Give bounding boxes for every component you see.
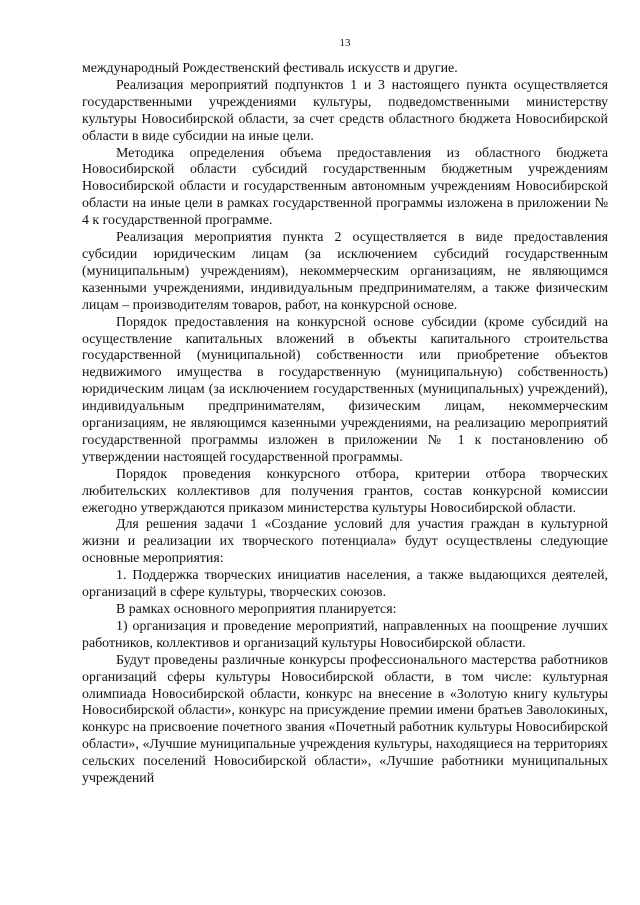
paragraph: Порядок проведения конкурсного отбора, критерии отбора творческих любительских коллективов для получения грантов, состав конкурсной комиссии ежегодно утверждаются приказом министерства культуры Новосибирской области. [82,466,608,516]
paragraph: В рамках основного мероприятия планируется: [116,602,397,617]
sub-list-item-1: 1) организация и проведение мероприятий, направленных на поощрение лучших работников, коллективов и организаций культуры Новосибирской области. [82,618,608,651]
paragraph: Будут проведены различные конкурсы профессионального мастерства работников организаций сферы культуры Новосибирской области, в том числе: культурная олимпиада Новосибирской области, конкурс на внесение в «Золотую книгу культуры Новосибирской области», конкурс на присуждение премии имени братьев Заволокиных, конкурс на присвоение почетного звания «Почетный работник культуры Новосибирской области», «Лучшие муниципальные учреждения культуры, находящиеся на территориях сельских поселений Новосибирской области», «Лучшие работники муниципальных учреждений [82,652,608,787]
paragraph: Реализация мероприятий подпунктов 1 и 3 настоящего пункта осуществляется государственными учреждениями культуры, подведомственными министерству культуры Новосибирской области, за счет средств областного бюджета Новосибирской области в виде субсидии на иные цели. [82,77,608,144]
list-item-1: 1. Поддержка творческих инициатив населения, а также выдающихся деятелей, организаций в сфере культуры, творческих союзов. [82,568,608,601]
paragraph: Для решения задачи 1 «Создание условий для участия граждан в культурной жизни и реализации их творческого потенциала» будут осуществлены следующие основные мероприятия: [82,517,608,567]
paragraph: Порядок предоставления на конкурсной основе субсидии (кроме субсидий на осуществление капитальных вложений в объекты капитального строительства государственной (муниципальной) собственности или приобретение объектов недвижимого имущества в государственную (муниципальную) собственность) юридическим лицам (за исключением государственных (муниципальных) учреждений), индивидуальным предпринимателям, физическим лицам, некоммерческим организациям, не являющимся казенными учреждениями, на реализацию мероприятий государственной программы изложен в приложении № 1 к постановлению об утверждении настоящей государственной программы. [82,314,608,465]
paragraph: Методика определения объема предоставления из областного бюджета Новосибирской области субсидий государственным бюджетным учреждениям Новосибирской области и государственным автономным учреждениям Новосибирской области на иные цели в рамках государственной программы изложена в приложении № 4 к государственной программе. [82,145,608,229]
document-page [82,36,608,788]
paragraph: Реализация мероприятия пункта 2 осуществляется в виде предоставления субсидии юридическим лицам (за исключением субсидий государственным (муниципальным) учреждениям), некоммерческим организациям, не являющимся казенными учреждениями, индивидуальным предпринимателям, а также физическим лицам – производителям товаров, работ, на конкурсной основе. [82,230,608,313]
paragraph-continuation: международный Рождественский фестиваль искусств и другие. [82,61,458,76]
page-number: 13 [339,37,351,49]
